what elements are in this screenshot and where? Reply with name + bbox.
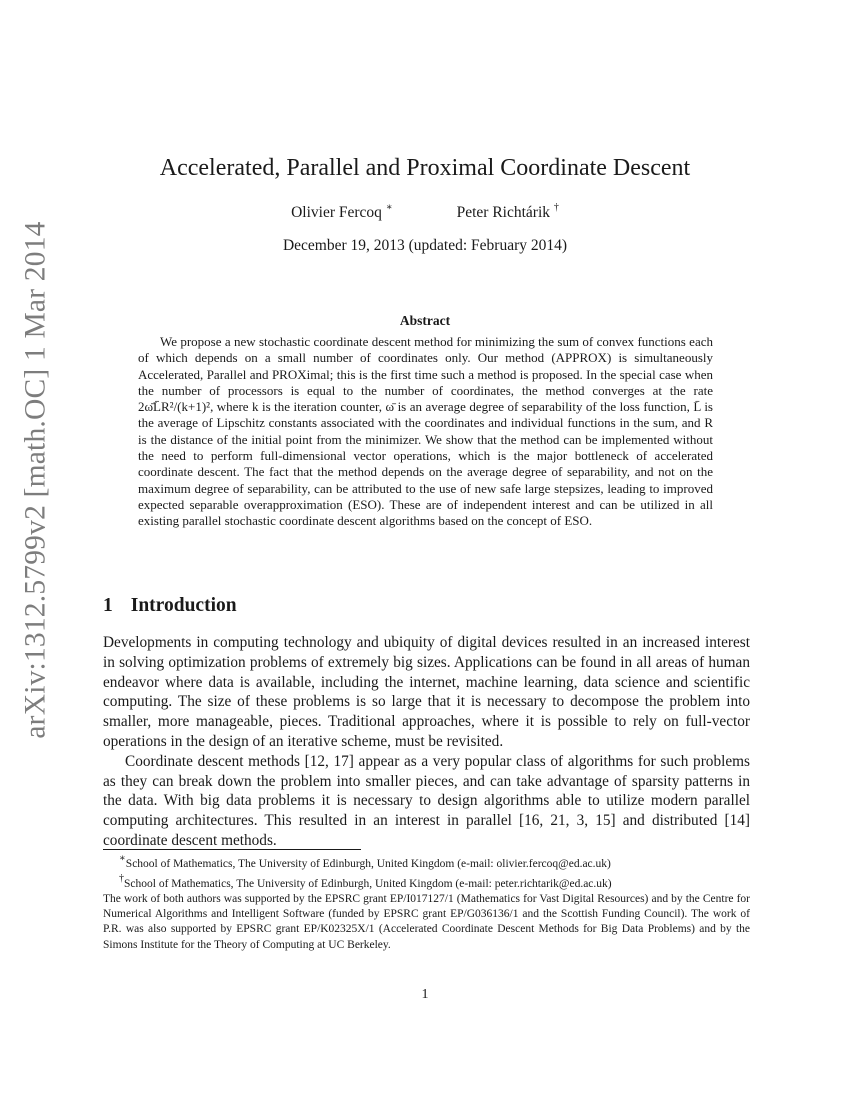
- footnote-2-mark: †: [119, 873, 124, 885]
- footnote-1-text: School of Mathematics, The University of Edinburgh, United Kingdom (e-mail: olivier.fercoq@ed.ac.uk): [125, 857, 611, 870]
- author-list: [0, 203, 850, 222]
- author-1-name: Olivier Fercoq: [291, 204, 382, 222]
- footnote-1: [103, 852, 750, 872]
- author-2-mark: †: [553, 202, 559, 213]
- footnotes: [103, 852, 750, 953]
- intro-paragraph-2: Coordinate descent methods [12, 17] appear as a very popular class of algorithms for such problems as they can break down the problem into smaller pieces, and can take advantage of sparsity patterns in the data. With big data problems it is necessary to design algorithms able to utilize modern parallel computing architectures. This resulted in an interest in parallel [16, 21, 3, 15] and distributed [14] coordinate descent methods.: [103, 752, 750, 849]
- intro-paragraph-1: Developments in computing technology and ubiquity of digital devices resulted in an increased interest in solving optimization problems of extremely big sizes. Applications can be found in all areas of human endeavor where data is available, including the internet, machine learning, data science and scientific computing. The size of these problems is so large that it is necessary to decompose the problem into smaller, more manageable, pieces. Traditional approaches, where it is possible to rely on full-vector operations in the design of an iterative scheme, must be revisited.: [103, 634, 750, 750]
- page-number: 1: [421, 987, 429, 1002]
- arxiv-side-identifier: arXiv:1312.5799v2 [math.OC] 1 Mar 2014: [19, 221, 52, 739]
- paper-title: Accelerated, Parallel and Proximal Coordinate Descent: [159, 155, 691, 181]
- footnote-1-mark: ∗: [119, 853, 126, 864]
- abstract-text: We propose a new stochastic coordinate descent method for minimizing the sum of convex functions each of which depends on a small number of coordinates only. Our method (APPROX) is simultaneously Accelerated, Parallel and PROXimal; this is the first time such a method is proposed. In the special case when the number of processors is equal to the number of coordinates, the method converges at the rate 2ω̄L̄R²/(k+1)², where k is the iteration counter, ω̄ is an average degree of separability of the loss function, L̄ is the average of Lipschitz constants associated with the coordinates and individual functions in the sum, and R is the distance of the initial point from the minimizer. We show that the method can be implemented without the need to perform full-dimensional vector operations, which is the major bottleneck of accelerated coordinate descent. The fact that the method depends on the average degree of separability, and not on the maximum degree of separability, can be attributed to the use of new safe large stepsizes, leading to improved expected separable overapproximation (ESO). These are of independent interest and can be utilized in all existing parallel stochastic coordinate descent algorithms based on the concept of ESO.: [138, 334, 713, 529]
- footnote-2: [103, 872, 750, 892]
- author-2: [457, 203, 559, 222]
- footnote-rule: [103, 849, 361, 850]
- introduction-body: [103, 633, 750, 851]
- footnote-2-text: School of Mathematics, The University of Edinburgh, United Kingdom (e-mail: peter.richtarik@ed.ac.uk): [124, 877, 612, 890]
- funding-note: The work of both authors was supported by the EPSRC grant EP/I017127/1 (Mathematics for Vast Digital Resources) and by the Centre for Numerical Algorithms and Intelligent Software (funded by EPSRC grant EP/G036136/1 and the Scottish Funding Council). The work of P.R. was also supported by EPSRC grant EP/K02325X/1 (Accelerated Coordinate Descent Methods for Big Data Problems) and by the Simons Institute for the Theory of Computing at UC Berkeley.: [103, 893, 750, 951]
- abstract-heading: Abstract: [399, 313, 451, 328]
- section-heading: [103, 595, 237, 617]
- publication-date: December 19, 2013 (updated: February 2014): [282, 237, 568, 254]
- author-2-name: Peter Richtárik: [456, 204, 551, 222]
- section-title: Introduction: [130, 595, 237, 616]
- author-1: [291, 203, 393, 222]
- author-1-mark: ∗: [385, 202, 393, 213]
- section-number: 1: [103, 595, 113, 616]
